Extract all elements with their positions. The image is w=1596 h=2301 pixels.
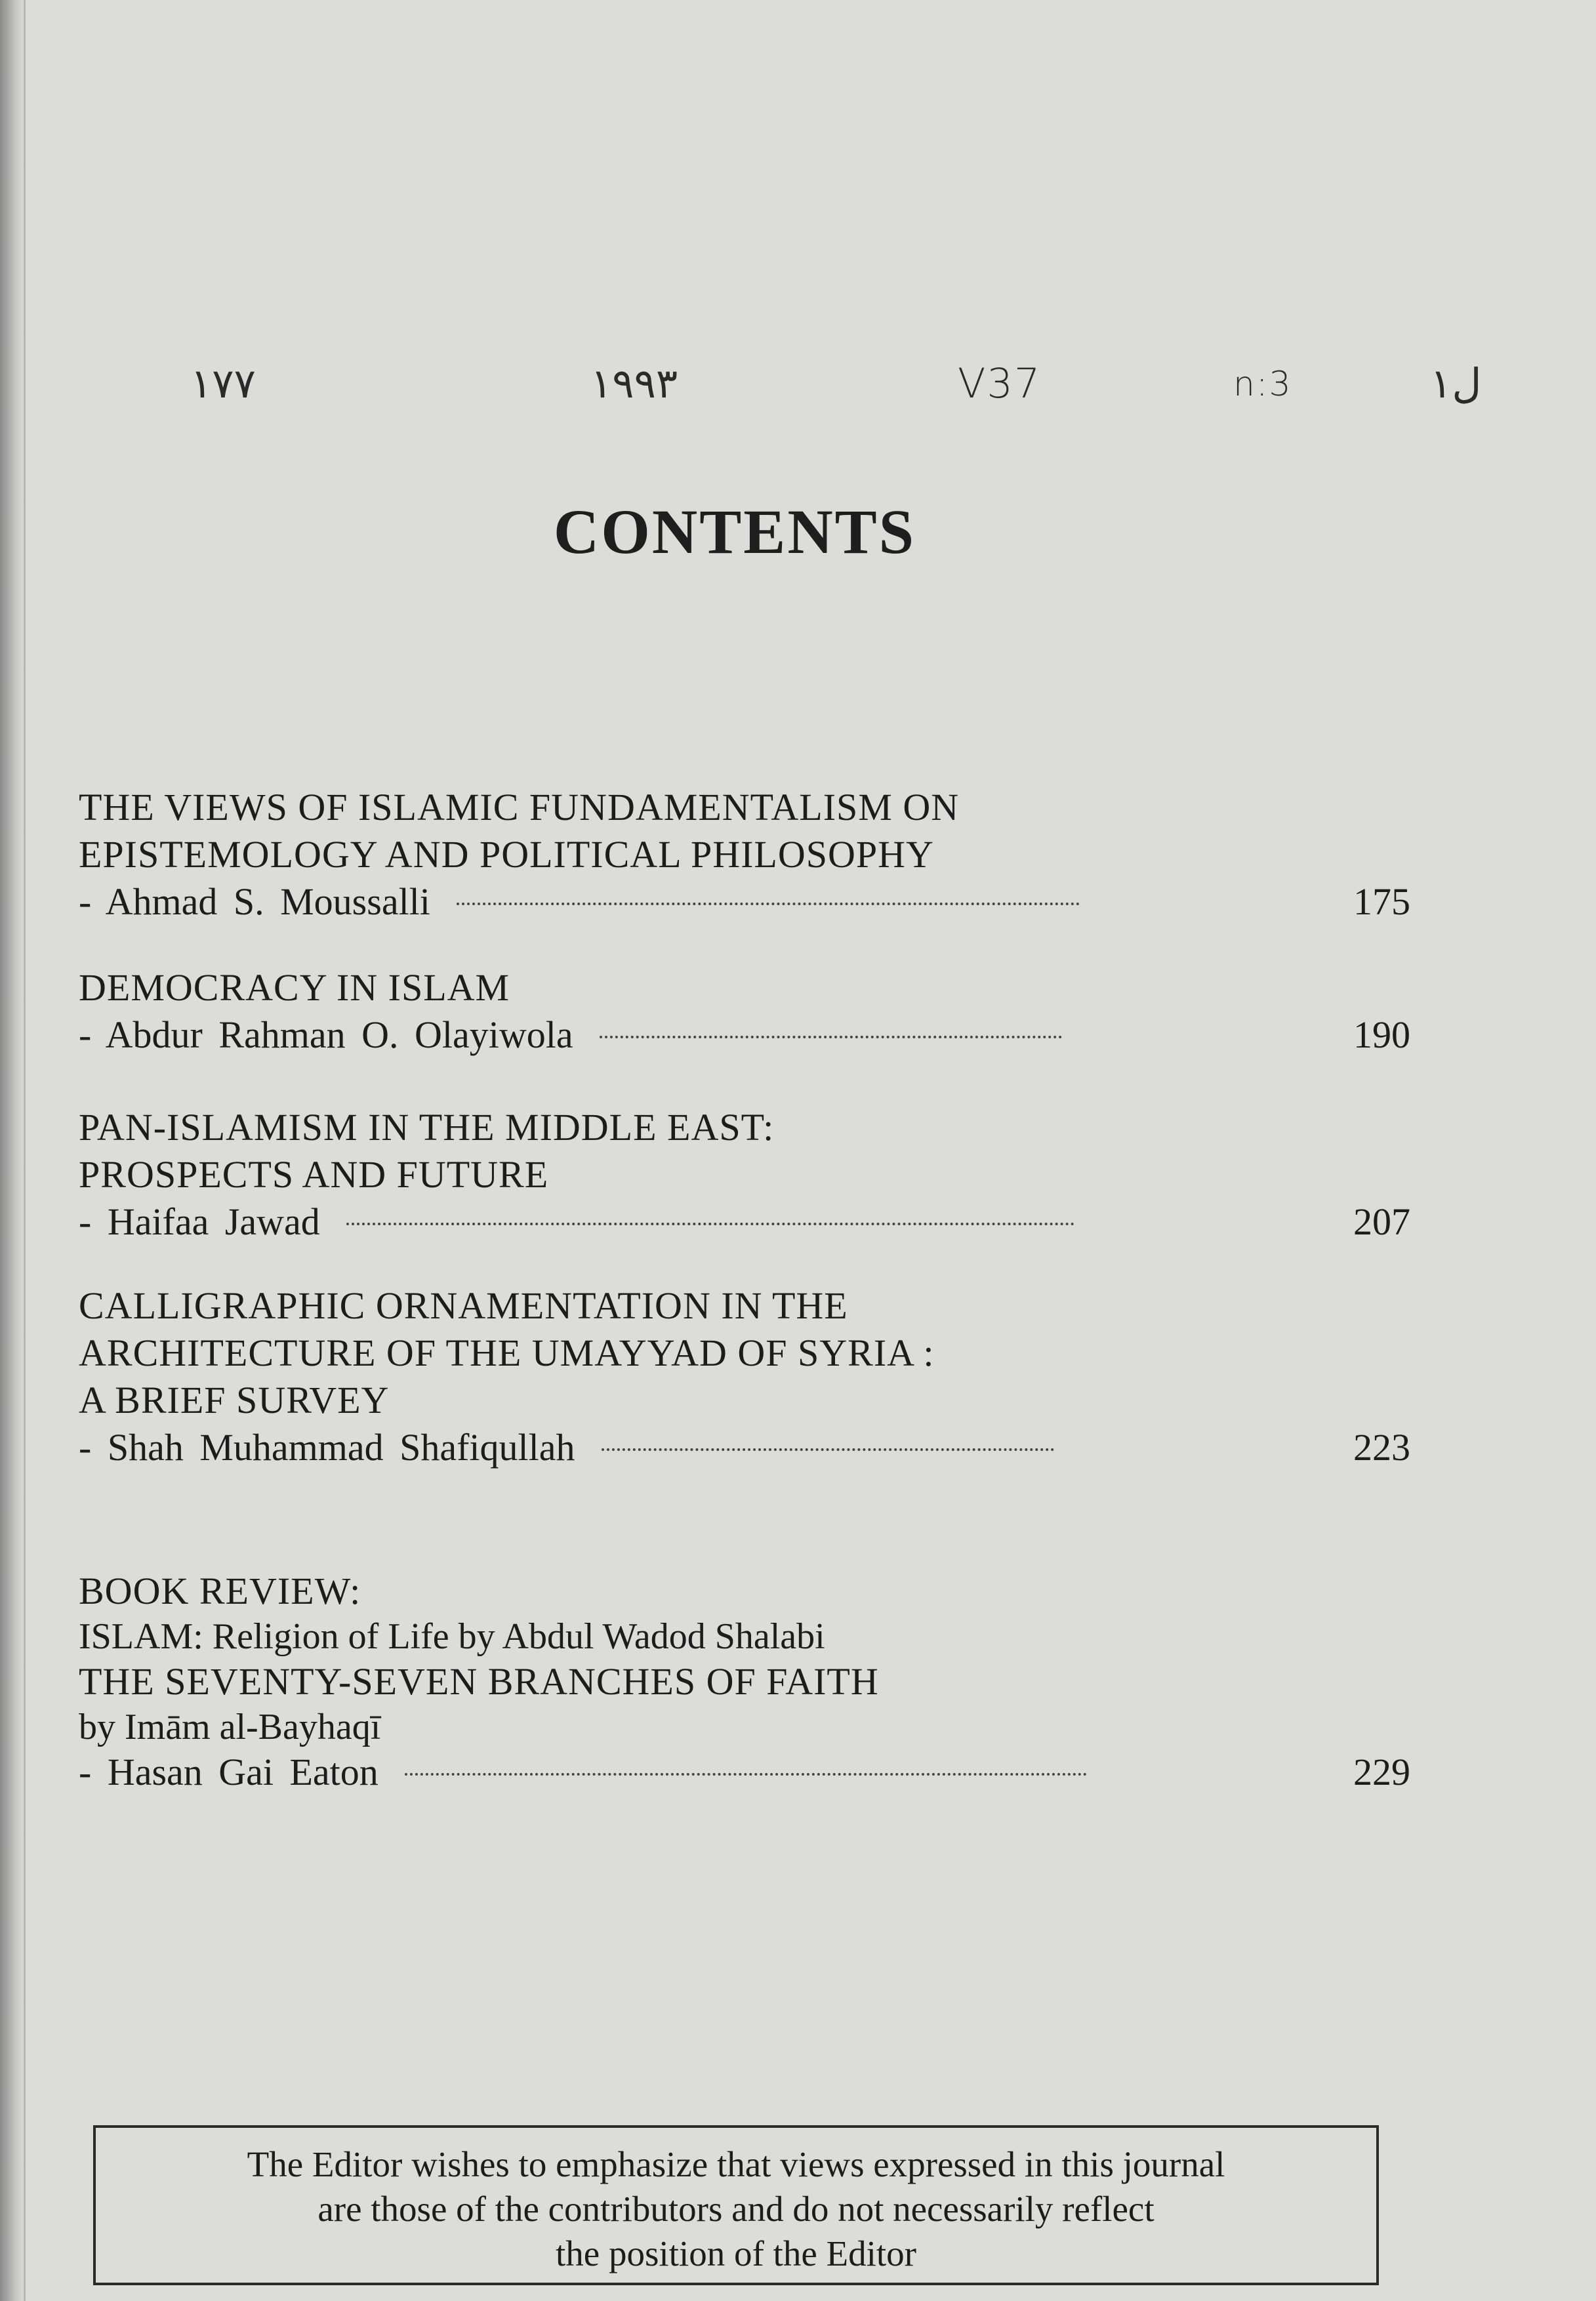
entry-title: PROSPECTS AND FUTURE (79, 1153, 549, 1196)
entry-author: - Abdur Rahman O. Olayiwola (79, 1013, 573, 1056)
entry-title: BOOK REVIEW: (79, 1570, 361, 1612)
handwritten-note: n:3 (1233, 365, 1292, 404)
disclaimer-line: are those of the contributors and do not necessarily reflect (317, 2189, 1155, 2229)
entry-author-row (79, 1424, 1410, 1471)
entry-page-number: 190 (1353, 1013, 1410, 1056)
entry-title: EPISTEMOLOGY AND POLITICAL PHILOSOPHY (79, 833, 934, 876)
entry-author: - Shah Muhammad Shafiqullah (79, 1426, 575, 1469)
dot-leader (346, 1223, 1074, 1225)
editor-disclaimer-box (93, 2125, 1379, 2285)
handwritten-note: ل١ (1430, 359, 1482, 407)
entry-page-number: 223 (1353, 1426, 1410, 1469)
entry-subtitle: ISLAM: Religion of Life by Abdul Wadod Shalabi (79, 1616, 825, 1657)
handwritten-note: V37 (958, 359, 1042, 407)
handwritten-note: ١٧٧ (190, 359, 256, 407)
entry-author: - Haifaa Jawad (79, 1200, 320, 1243)
entry-author: - Ahmad S. Moussalli (79, 880, 430, 923)
entry-author: - Hasan Gai Eaton (79, 1751, 379, 1793)
entry-subtitle: by Imām al-Bayhaqī (79, 1707, 381, 1747)
entry-author-row (79, 878, 1410, 926)
entry-page-number: 229 (1353, 1751, 1410, 1793)
entry-author-row (79, 1011, 1410, 1059)
disclaimer-line: The Editor wishes to emphasize that views expressed in this journal (247, 2144, 1225, 2184)
entry-page-number: 175 (1353, 880, 1410, 923)
toc-entry (79, 1282, 1410, 1471)
entry-page-number: 207 (1353, 1200, 1410, 1243)
dot-leader (405, 1773, 1087, 1776)
entry-title: CALLIGRAPHIC ORNAMENTATION IN THE (79, 1284, 848, 1327)
toc-entry (79, 784, 1410, 926)
toc-entry (79, 1568, 1410, 1796)
disclaimer-line: the position of the Editor (556, 2233, 916, 2273)
toc-entry (79, 964, 1410, 1059)
dot-leader (600, 1036, 1062, 1038)
toc-entry (79, 1104, 1410, 1246)
entry-author-row (79, 1749, 1410, 1796)
entry-subtitle: THE SEVENTY-SEVEN BRANCHES OF FAITH (79, 1660, 879, 1703)
entry-author-row (79, 1198, 1410, 1246)
entry-title: PAN-ISLAMISM IN THE MIDDLE EAST: (79, 1106, 775, 1149)
entry-title: ARCHITECTURE OF THE UMAYYAD OF SYRIA : (79, 1332, 935, 1374)
entry-title: THE VIEWS OF ISLAMIC FUNDAMENTALISM ON (79, 786, 960, 828)
page-edge (24, 0, 26, 2301)
dot-leader (457, 903, 1080, 905)
entry-title: A BRIEF SURVEY (79, 1379, 390, 1421)
handwritten-note: ١٩٩٣ (590, 359, 678, 407)
entry-title: DEMOCRACY IN ISLAM (79, 966, 510, 1009)
dot-leader (602, 1448, 1054, 1451)
page-title: CONTENTS (553, 497, 916, 567)
page-binding-shadow (0, 0, 24, 2301)
